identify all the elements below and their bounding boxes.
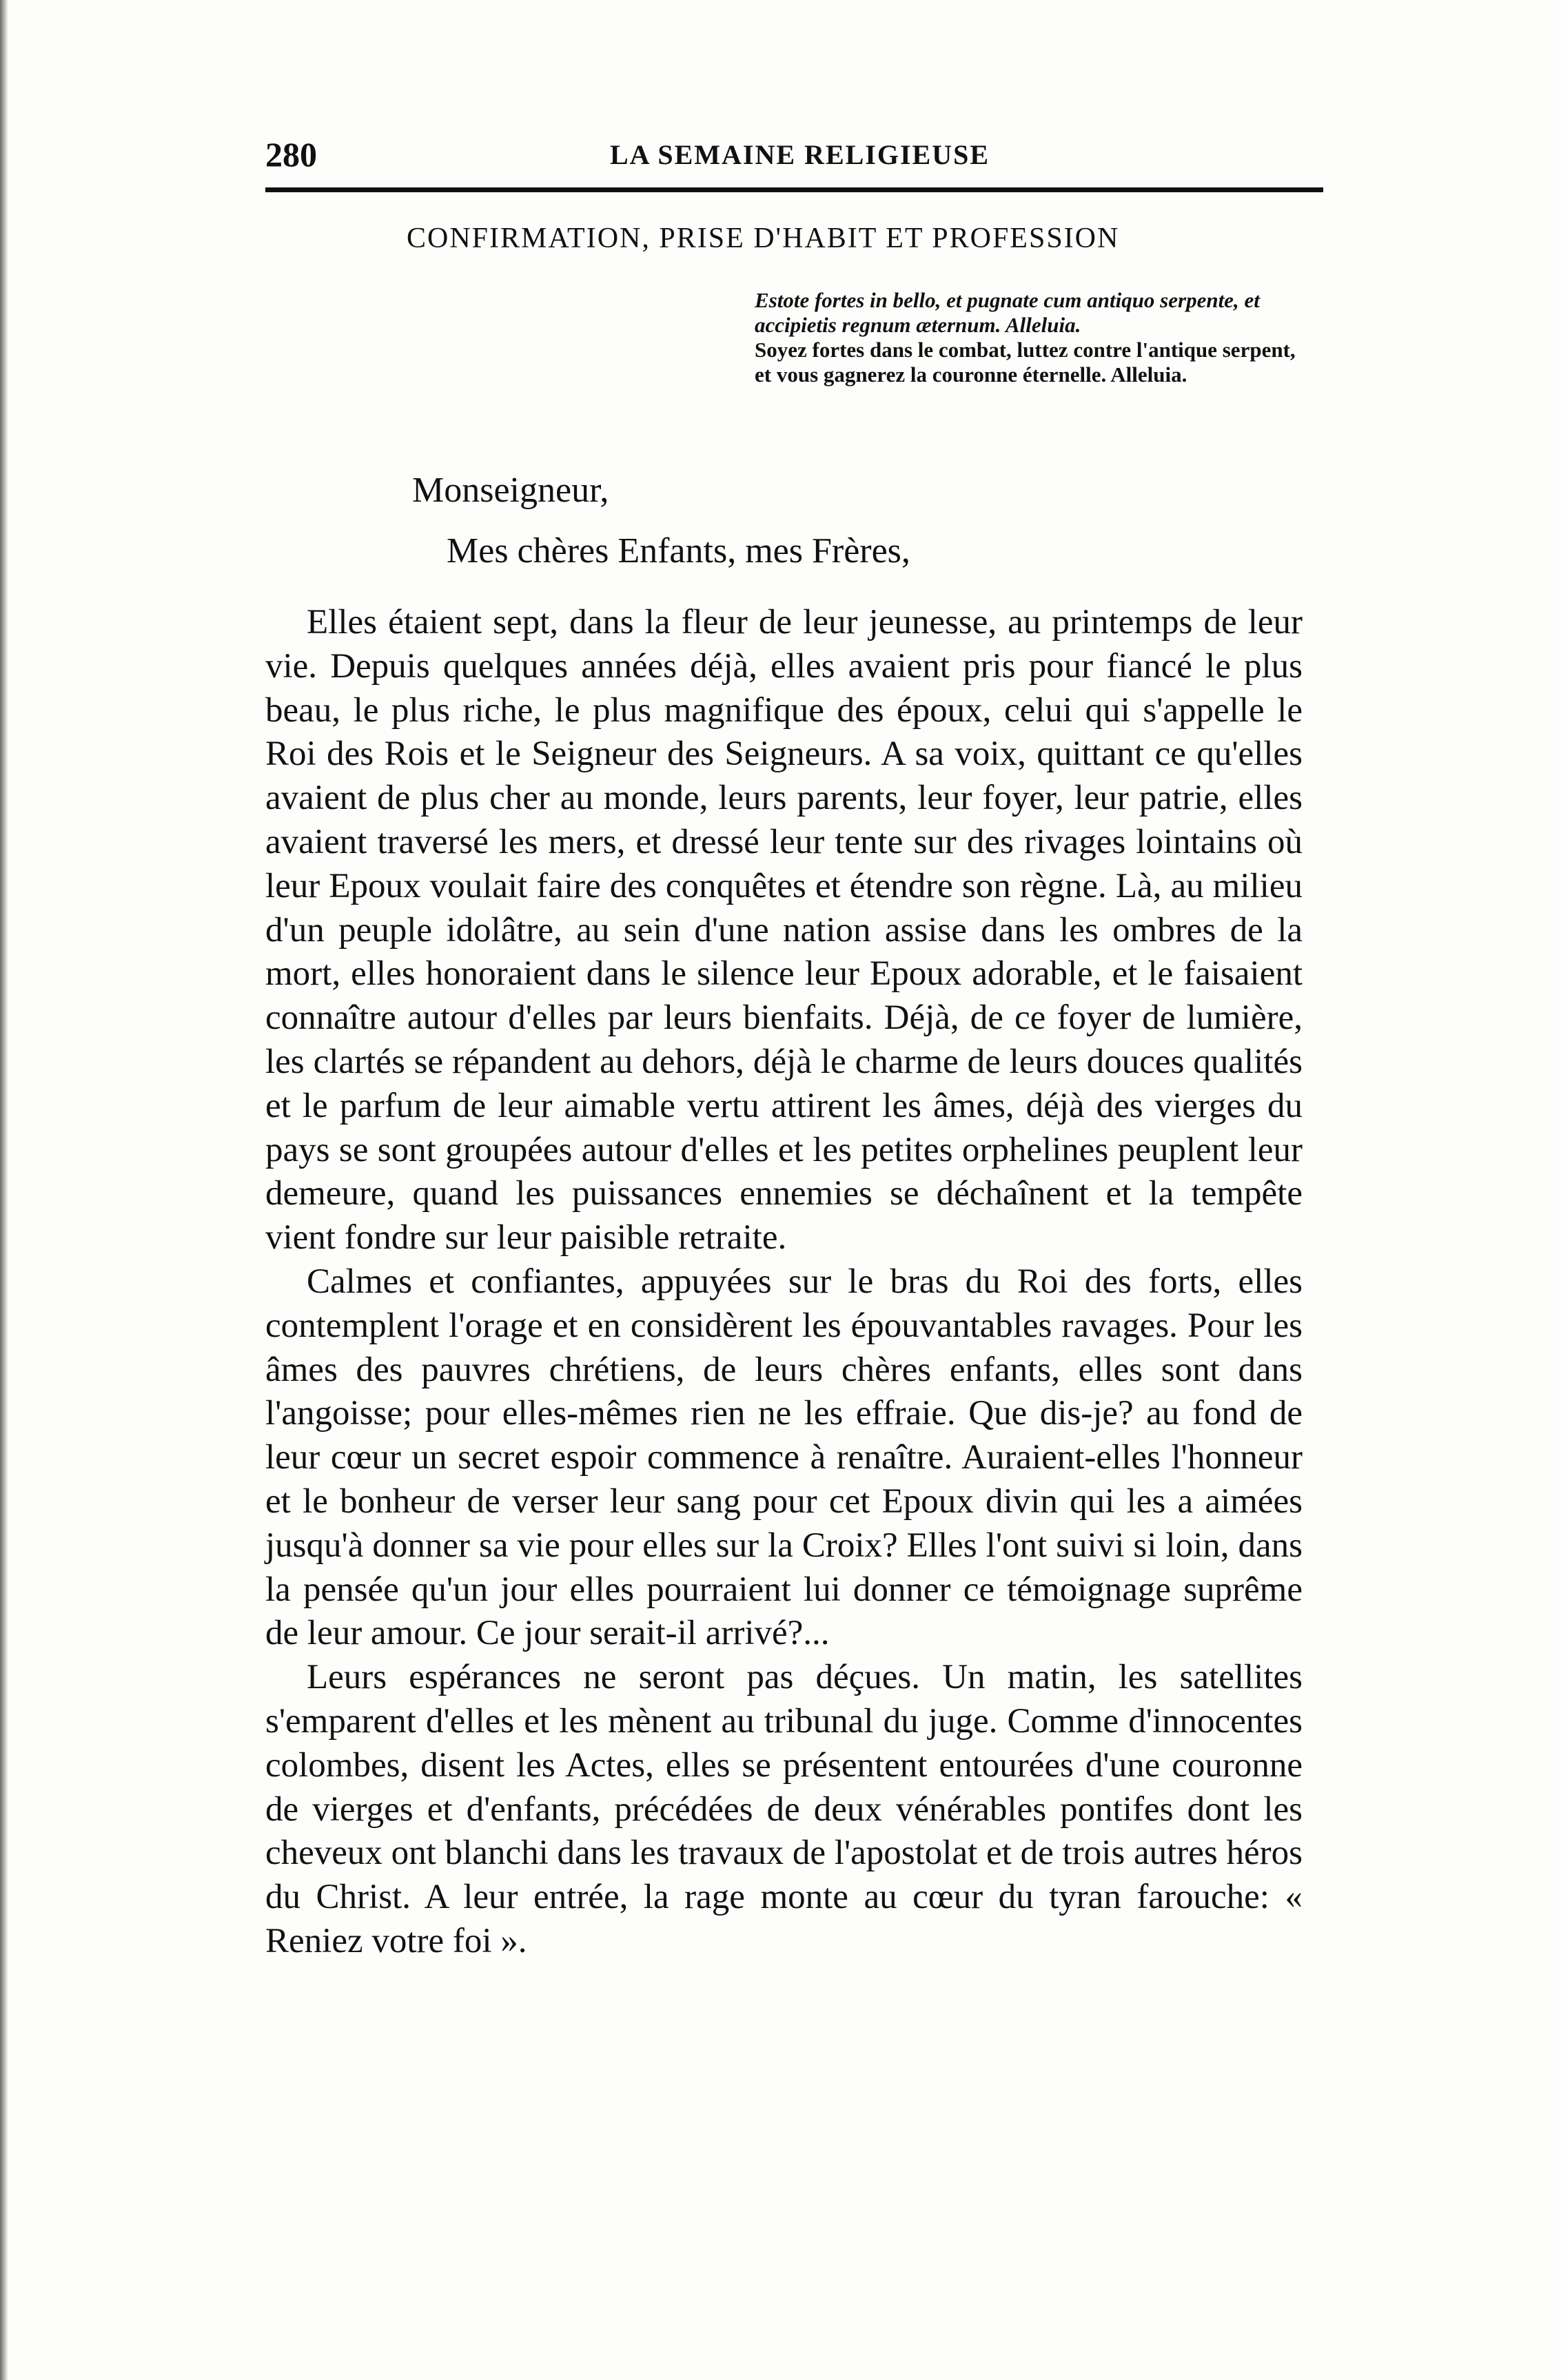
salutation-brethren: Mes chères Enfants, mes Frères, [447,531,910,571]
running-title: LA SEMAINE RELIGIEUSE [610,139,990,170]
epigraph-latin: Estote fortes in bello, et pugnate cum antiquo serpente, et accipietis regnum æternum. Alleluia. [755,288,1260,337]
salutation-monseigneur: Monseigneur, [412,471,609,510]
sermon-body [265,601,1303,1964]
epigraph-french: Soyez fortes dans le combat, luttez contre l'antique serpent, et vous gagnerez la couronne éternelle. Alleluia. [755,338,1296,387]
paragraph-1: Elles étaient sept, dans la fleur de leur jeunesse, au printemps de leur vie. Depuis quelques années déjà, elles avaient pris pour fiancé le plus beau, le plus riche, le plus magnifique des époux, celui qui s'appelle le Roi des Rois et le Seigneur des Seigneurs. A sa voix, quittant ce qu'elles avaient de plus cher au monde, leurs parents, leur foyer, leur patrie, elles avaient traversé les mers, et dressé leur tente sur des rivages lointains où leur Epoux voulait faire des conquêtes et étendre son règne. Là, au milieu d'un peuple idolâtre, au sein d'une nation assise dans les ombres de la mort, elles honoraient dans le silence leur Epoux adorable, et le faisaient connaître autour d'elles par leurs bienfaits. Déjà, de ce foyer de lumière, les clartés se répandent au dehors, déjà le charme de leurs douces qualités et le parfum de leur aimable vertu attirent les âmes, déjà des vierges du pays se sont groupées autour d'elles et les petites orphelines peuplent leur demeure, quand les puissances ennemies se déchaînent et la tempête vient fondre sur leur paisible retraite. [265,603,1303,1258]
page-number: 280 [265,135,317,174]
page-scan-edge [0,0,8,2380]
running-head [265,134,1323,176]
epigraph [755,288,1306,387]
section-title: CONFIRMATION, PRISE D'HABIT ET PROFESSION [407,223,1120,254]
header-rule [265,187,1323,192]
paragraph-2: Calmes et confiantes, appuyées sur le bras du Roi des forts, elles contemplent l'orage et en considèrent les épouvantables ravages. Pour les âmes des pauvres chrétiens, de leurs chères enfants, elles sont dans l'angoisse; pour elles-mêmes rien ne les effraie. Que dis-je? au fond de leur cœur un secret espoir commence à renaître. Auraient-elles l'honneur et le bonheur de verser leur sang pour cet Epoux divin qui les a aimées jusqu'à donner sa vie pour elles sur la Croix? Elles l'ont suivi si loin, dans la pensée qu'un jour elles pourraient lui donner ce témoignage suprême de leur amour. Ce jour serait-il arrivé?... [265,1262,1303,1653]
paragraph-3: Leurs espérances ne seront pas déçues. Un matin, les satellites s'emparent d'elles et les mènent au tribunal du juge. Comme d'innocentes colombes, disent les Actes, elles se présentent entourées d'une couronne de vierges et d'enfants, précédées de deux vénérables pontifes dont les cheveux ont blanchi dans les travaux de l'apostolat et de trois autres héros du Christ. A leur entrée, la rage monte au cœur du tyran farouche: « Reniez votre foi ». [265,1658,1303,1960]
